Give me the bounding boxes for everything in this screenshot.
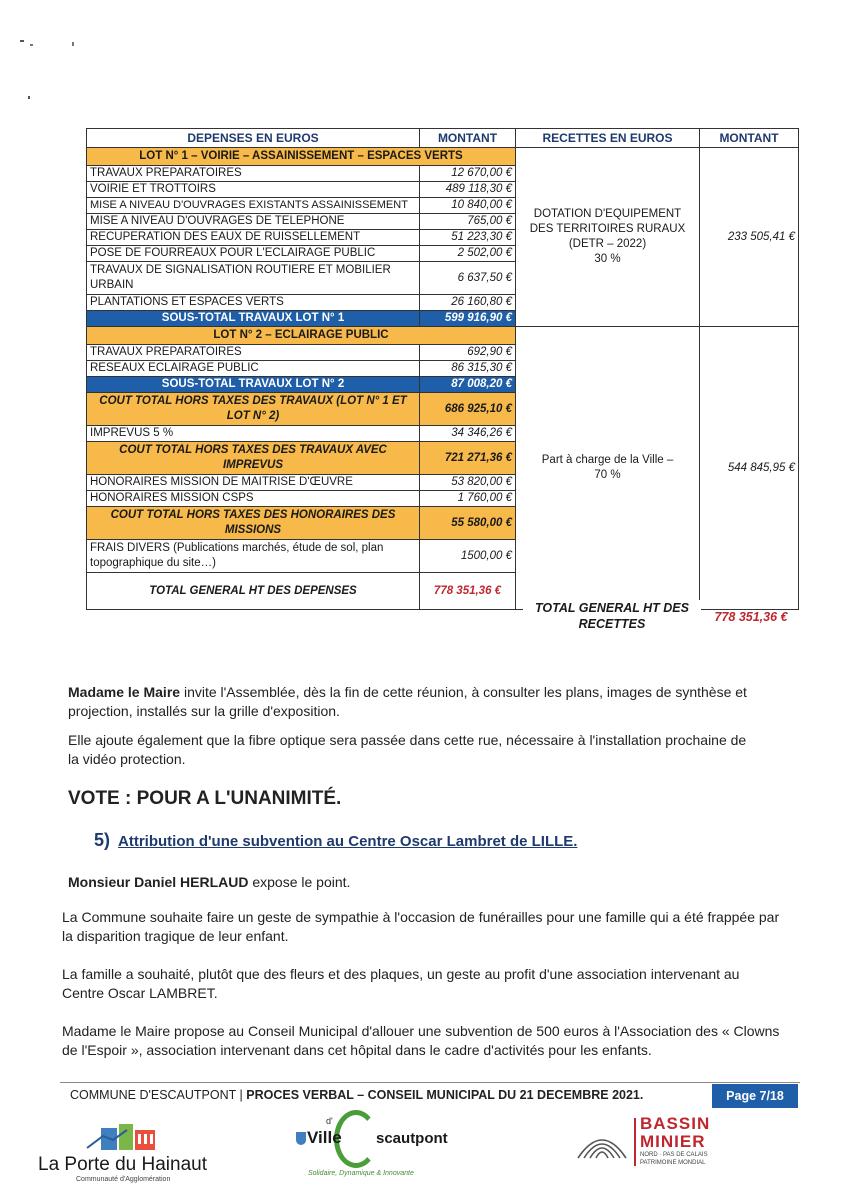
footer-pv: PROCES VERBAL – CONSEIL MUNICIPAL DU 21 DECEMBRE 2021. — [246, 1088, 644, 1102]
cout-honoraires-label: COUT TOTAL HORS TAXES DES HONORAIRES DES MISSIONS — [87, 507, 420, 540]
footer-divider — [60, 1082, 800, 1083]
recette-ville-amount: 544 845,95 € — [700, 327, 799, 610]
frais-amount: 1500,00 € — [420, 540, 516, 573]
row-amount: 6 637,50 € — [420, 262, 516, 295]
scan-mark — [20, 40, 24, 42]
imprevus-amount: 34 346,26 € — [420, 426, 516, 442]
logo3-region: NORD · PAS DE CALAIS — [640, 1152, 708, 1158]
logo3-bassin: BASSIN — [640, 1114, 711, 1133]
section-title: Attribution d'une subvention au Centre Oscar Lambret de LILLE. — [118, 833, 578, 850]
logo3-patrimoine: PATRIMOINE MONDIAL — [640, 1160, 706, 1166]
fingerprint-icon — [572, 1118, 632, 1164]
header-depenses: DEPENSES EN EUROS — [87, 129, 420, 148]
scan-mark — [30, 44, 33, 46]
row-label: TRAVAUX PREPARATOIRES — [87, 345, 420, 361]
lot1-title: LOT N° 1 – VOIRIE – ASSAINISSEMENT – ESPACES VERTS — [87, 148, 516, 166]
row-label: TRAVAUX DE SIGNALISATION ROUTIERE ET MOBILIER URBAIN — [87, 262, 420, 295]
total-recettes-label: TOTAL GENERAL HT DES RECETTES — [523, 600, 701, 632]
logo2-escautpont: scautpont — [376, 1130, 448, 1147]
vote-heading: VOTE : POUR A L'UNANIMITÉ. — [68, 788, 342, 809]
bassin-minier-logo — [572, 1114, 711, 1174]
cout-imprevus-label: COUT TOTAL HORS TAXES DES TRAVAUX AVEC IMPREVUS — [87, 442, 420, 475]
header-montant-dep: MONTANT — [420, 129, 516, 148]
paragraph-fibre: Elle ajoute également que la fibre optique sera passée dans cette rue, nécessaire à l'installation prochaine de la vidéo protection. — [68, 732, 747, 767]
header-recettes: RECETTES EN EUROS — [516, 129, 700, 148]
paragraph-subvention: Madame le Maire propose au Conseil Municipal d'allouer une subvention de 500 euros à l'Association des « Clowns de l'Espoir », association intervenant dans cet hôpital dans le cadre d'activités pour les enfants. — [62, 1023, 780, 1058]
maire-rest: invite l'Assemblée, dès la fin de cette réunion, à consulter les plans, images de synthèse et projection, installés sur la grille d'exposition. — [68, 684, 747, 719]
crest-icon — [296, 1132, 306, 1145]
row-amount: 2 502,00 € — [420, 246, 516, 262]
ville-escautpont-logo — [288, 1110, 448, 1190]
recette-ville-line: 70 % — [594, 469, 621, 481]
subtotal-lot1-amount: 599 916,90 € — [420, 311, 516, 327]
page-badge: Page 7/18 — [712, 1084, 798, 1108]
cout-travaux-amount: 686 925,10 € — [420, 393, 516, 426]
row-amount: 10 840,00 € — [420, 198, 516, 214]
recette-detr-line: 30 % — [594, 253, 621, 265]
row-amount: 1 760,00 € — [420, 491, 516, 507]
row-amount: 86 315,30 € — [420, 361, 516, 377]
row-amount: 692,90 € — [420, 345, 516, 361]
total-recettes-amount: 778 351,36 € — [704, 610, 798, 624]
recette-detr — [516, 148, 700, 327]
row-label: TRAVAUX PREPARATOIRES — [87, 166, 420, 182]
row-amount: 26 160,80 € — [420, 295, 516, 311]
porte-du-hainaut-logo — [38, 1118, 208, 1190]
section-heading — [94, 830, 577, 851]
table-header-row — [87, 129, 799, 148]
row-amount: 53 820,00 € — [420, 475, 516, 491]
row-label: PLANTATIONS ET ESPACES VERTS — [87, 295, 420, 311]
row-amount: 51 223,30 € — [420, 230, 516, 246]
row-label: MISE A NIVEAU D'OUVRAGES DE TELEPHONE — [87, 214, 420, 230]
logo3-minier: MINIER — [640, 1132, 706, 1151]
row-label: POSE DE FOURREAUX POUR L'ECLAIRAGE PUBLIC — [87, 246, 420, 262]
recette-detr-line: (DETR – 2022) — [568, 238, 647, 250]
recette-detr-line: DES TERRITOIRES RURAUX — [529, 223, 686, 235]
imprevus-label: IMPREVUS 5 % — [87, 426, 420, 442]
cout-imprevus-amount: 721 271,36 € — [420, 442, 516, 475]
subtotal-lot2-label: SOUS-TOTAL TRAVAUX LOT N° 2 — [87, 377, 420, 393]
header-montant-rec: MONTANT — [700, 129, 799, 148]
row-label: MISE A NIVEAU D'OUVRAGES EXISTANTS ASSAINISSEMENT — [87, 198, 420, 214]
row-amount: 489 118,30 € — [420, 182, 516, 198]
recette-ville — [516, 327, 700, 610]
lot2-title: LOT N° 2 – ECLAIRAGE PUBLIC — [87, 327, 516, 345]
row-label: HONORAIRES MISSION DE MAITRISE D'ŒUVRE — [87, 475, 420, 491]
paragraph-maire — [68, 683, 780, 721]
budget-table — [86, 128, 799, 610]
logo1-sub: Communauté d'Agglomération — [76, 1176, 171, 1183]
logo2-ville: Ville — [307, 1128, 342, 1147]
subtotal-lot1-label: SOUS-TOTAL TRAVAUX LOT N° 1 — [87, 311, 420, 327]
vertical-rule — [634, 1118, 636, 1166]
row-amount: 12 670,00 € — [420, 166, 516, 182]
herlaud-bold: Monsieur Daniel HERLAUD — [68, 874, 249, 890]
recette-detr-line: DOTATION D'EQUIPEMENT — [533, 208, 682, 220]
scan-mark — [72, 42, 74, 46]
total-depenses-amount: 778 351,36 € — [420, 573, 516, 610]
subtotal-lot2-amount: 87 008,20 € — [420, 377, 516, 393]
recette-detr-amount: 233 505,41 € — [700, 148, 799, 327]
herlaud-rest: expose le point. — [248, 874, 351, 890]
total-depenses-label: TOTAL GENERAL HT DES DEPENSES — [87, 573, 420, 610]
hainaut-emblem-icon — [83, 1118, 193, 1152]
footer-sep: | — [236, 1088, 247, 1102]
row-label: HONORAIRES MISSION CSPS — [87, 491, 420, 507]
row-label: RECUPERATION DES EAUX DE RUISSELLEMENT — [87, 230, 420, 246]
cout-honoraires-amount: 55 580,00 € — [420, 507, 516, 540]
paragraph-famille: La famille a souhaité, plutôt que des fleurs et des plaques, un geste au profit d'une association intervenant au Centre Oscar LAMBRET. — [62, 966, 740, 1001]
row-amount: 765,00 € — [420, 214, 516, 230]
logo1-name: La Porte du Hainaut — [38, 1154, 208, 1175]
logo2-apostrophe: d' — [326, 1116, 333, 1126]
row-label: VOIRIE ET TROTTOIRS — [87, 182, 420, 198]
footer-commune: COMMUNE D'ESCAUTPONT — [70, 1088, 237, 1102]
logo2-tagline: Solidaire, Dynamique & Innovante — [308, 1170, 414, 1177]
recette-ville-line: Part à charge de la Ville – — [541, 454, 674, 466]
maire-bold: Madame le Maire — [68, 684, 181, 700]
section-number: 5) — [94, 830, 111, 850]
paragraph-commune: La Commune souhaite faire un geste de sympathie à l'occasion de funérailles pour une famille qui a été frappée par la disparition tragique de leur enfant. — [62, 909, 780, 944]
footer-text — [70, 1088, 643, 1102]
scan-mark — [28, 96, 30, 99]
frais-label: FRAIS DIVERS (Publications marchés, étude de sol, plan topographique du site…) — [87, 540, 420, 573]
paragraph-herlaud — [68, 873, 350, 892]
row-label: RESEAUX ECLAIRAGE PUBLIC — [87, 361, 420, 377]
cout-travaux-label: COUT TOTAL HORS TAXES DES TRAVAUX (LOT N° 1 ET LOT N° 2) — [87, 393, 420, 426]
